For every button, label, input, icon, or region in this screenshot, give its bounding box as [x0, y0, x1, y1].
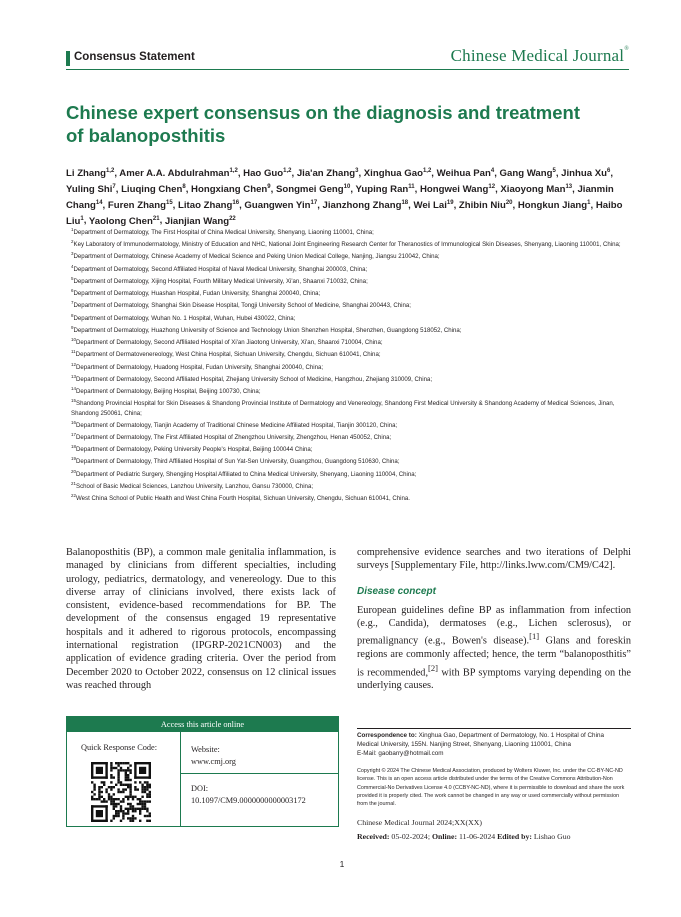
- author-name: Yaolong Chen$^{21}$: [88, 215, 160, 227]
- author-name: Jianjian Wang$^{22}$: [164, 215, 236, 227]
- author-name: Hongxiang Chen$^9$: [191, 183, 271, 195]
- author-affiliation-ref: 22: [229, 215, 236, 222]
- author-affiliation-ref: 17: [310, 199, 318, 206]
- affiliation-item: $^{10}$Department of Dermatology, Second Affiliated Hospital of Xi'an Jiaotong University, Xi'an, Shaanxi 710004, China;: [71, 337, 383, 347]
- author-list: Li Zhang$^{1,2}$, Amer A.A. Abdulrahman$^{1,2}$, Hao Guo$^{1,2}$, Jia'an Zhang$^3$, Xinghua Gao$^{1,2}$, Weihua Pan$^4$, Gang Wang$^5$, Jinhua Xu$^6$, Yuling Shi$^7$, Liuqing Chen$^8$, Hongxiang Chen$^9$, Songmei Geng$^{10}$, Yuping Ran$^{11}$, Hongwei Wang$^{12}$, Xiaoyong Man$^{13}$, Jianmin Chang$^{14}$, Furen Zhang$^{15}$, Litao Zhang$^{16}$, Guangwen Yin$^{17}$, Jianzhong Zhang$^{18}$, Wei Lai$^{19}$, Zhibin Niu$^{20}$, Hongkun Jiang$^1$, Haibo Liu$^1$, Yaolong Chen$^{21}$, Jianjian Wang$^{22}$: [66, 168, 623, 227]
- author-affiliation-ref: 11: [408, 183, 415, 190]
- author-affiliation-ref: 12: [488, 183, 496, 190]
- author-affiliation-ref: 15: [165, 199, 173, 206]
- author-affiliation-ref: 1: [80, 215, 84, 222]
- section-heading-disease-concept: Disease concept: [357, 585, 436, 597]
- author-affiliation-ref: 5: [552, 168, 556, 174]
- reference-link-1[interactable]: [1]: [529, 631, 540, 642]
- doi-link[interactable]: 10.1097/CM9.0000000000003172: [191, 796, 306, 805]
- author-name: Amer A.A. Abdulrahman$^{1,2}$: [119, 168, 238, 180]
- author-name: Litao Zhang$^{16}$: [178, 199, 240, 211]
- affiliation-item: $^9$Department of Dermatology, Huazhong University of Science and Technology Union Shenzhen Hospital, Shenzhen, Guangdong 518052, China;: [71, 324, 462, 334]
- correspondence-block: [357, 731, 627, 758]
- author-name: Hongkun Jiang$^1$: [517, 199, 591, 211]
- journal-mark: ®: [624, 46, 629, 52]
- author-name: Weihua Pan$^4$: [436, 168, 495, 180]
- affiliation-item: $^2$Key Laboratory of Immunodermatology, Ministry of Education and NHC, National Joint Engineering Research Center for Theranostics of Immunological Skin Diseases, Shenyang, Liaoning 110001, China;: [71, 239, 621, 249]
- author-name: Yuling Shi$^7$: [66, 183, 116, 195]
- author-name: Jianzhong Zhang$^{18}$: [322, 199, 409, 211]
- author-affiliation-ref: 20: [505, 199, 513, 206]
- author-affiliation-ref: 1,2: [229, 168, 238, 174]
- author-affiliation-ref: 1,2: [105, 168, 115, 174]
- affiliation-item: $^{13}$Department of Dermatology, Second Affiliated Hospital, Zhejiang University School of Medicine, Hangzhou, Zhejiang 310009, China;: [71, 373, 433, 383]
- author-affiliation-ref: 1,2: [422, 168, 432, 174]
- author-affiliation-ref: 21: [152, 215, 160, 222]
- affiliation-item: $^{15}$Shandong Provincial Hospital for Skin Diseases & Shandong Provincial Institute of Dermatology and Venereology, Shandong First Medical University & Shandong Academy of Medical Sciences, Jinan, Shandong 250061, China;: [71, 398, 615, 417]
- author-name: Wei Lai$^{19}$: [413, 199, 454, 211]
- journal-name: Chinese Medical Journal: [450, 46, 625, 65]
- author-affiliation-ref: 9: [267, 183, 271, 190]
- doi-label: DOI:: [191, 784, 209, 793]
- author-name: Jianmin Chang$^{14}$: [66, 183, 614, 211]
- qr-panel: [67, 732, 181, 827]
- author-name: Guangwen Yin$^{17}$: [244, 199, 318, 211]
- disease-concept-paragraph: European guidelines define BP as inflammation from infection (e.g., Candida), dermatoses (e.g., Lichen sclerosus), or premalignancy (e.g., Bowen's disease).[1] Glans and foreskin regions are commonly affected; hence, the term “balanoposthitis” is recommended,[2] with BP symptoms varying depending on the underlying causes.: [357, 604, 631, 692]
- author-affiliation-ref: 16: [232, 199, 240, 206]
- affiliation-item: $^{19}$Department of Dermatology, Third Affiliated Hospital of Sun Yat-Sen University, Guangzhou, Guangdong 510630, China;: [71, 456, 400, 466]
- author-affiliation-ref: 4: [490, 168, 495, 174]
- author-name: Jia'an Zhang$^3$: [296, 168, 359, 180]
- author-affiliation-ref: 8: [182, 183, 186, 190]
- author-name: Gang Wang$^5$: [499, 168, 556, 180]
- access-box-divider: [181, 773, 338, 774]
- article-type-label: Consensus Statement: [74, 51, 195, 63]
- reference-link-2[interactable]: [2]: [428, 662, 439, 673]
- website-label: Website:: [191, 745, 220, 754]
- article-dates: Received: 05-02-2024; Online: 11-06-2024 Edited by: Lishao Guo: [357, 832, 571, 841]
- affiliation-item: $^8$Department of Dermatology, Wuhan No. 1 Hospital, Wuhan, Hubei 430022, China;: [71, 312, 296, 322]
- affiliation-item: $^{21}$School of Basic Medical Sciences, Lanzhou University, Lanzhou, Gansu 730000, China;: [71, 480, 314, 490]
- affiliation-item: $^{14}$Department of Dermatology, Beijing Hospital, Beijing 100730, China;: [71, 386, 261, 396]
- body-column-right: [357, 546, 631, 693]
- author-name: Liuqing Chen$^8$: [121, 183, 186, 195]
- affiliation-item: $^6$Department of Dermatology, Huashan Hospital, Fudan University, Shanghai 200040, China;: [71, 288, 321, 298]
- author-affiliation-ref: 10: [343, 183, 351, 190]
- affiliation-item: $^4$Department of Dermatology, Second Affiliated Hospital of Naval Medical University, Shanghai 200003, China;: [71, 263, 368, 273]
- section-color-bar: [66, 51, 70, 66]
- author-name: Hao Guo$^{1,2}$: [243, 168, 292, 180]
- website-link[interactable]: www.cmj.org: [191, 757, 236, 766]
- author-affiliation-ref: 3: [355, 168, 359, 174]
- journal-citation: Chinese Medical Journal 2024;XX(XX): [357, 818, 482, 827]
- author-name: Haibo Liu$^1$: [66, 199, 623, 227]
- author-affiliation-ref: 6: [607, 168, 611, 174]
- affiliation-item: $^3$Department of Dermatology, Chinese Academy of Medical Science and Peking Union Medical College, Nanjing, Jiangsu 210042, China;: [71, 251, 440, 261]
- author-affiliation-ref: 13: [565, 183, 573, 190]
- author-affiliation-ref: 7: [112, 183, 116, 190]
- author-name: Zhibin Niu$^{20}$: [458, 199, 513, 211]
- author-name: Songmei Geng$^{10}$: [275, 183, 351, 195]
- affiliation-item: $^{12}$Department of Dermatology, Huadong Hospital, Fudan University, Shanghai 200040, China;: [71, 361, 324, 371]
- author-name: Xiaoyong Man$^{13}$: [500, 183, 573, 195]
- body-column-left: [66, 546, 336, 692]
- affiliation-item: $^{18}$Department of Dermatology, Peking University People's Hospital, Beijing 100044 China;: [71, 444, 313, 454]
- page-number: 1: [339, 859, 345, 869]
- qr-label: Quick Response Code:: [81, 743, 158, 752]
- intro-paragraph-part2: comprehensive evidence searches and two iterations of Delphi surveys [Supplementary File, http://links.lww.com/CM9/C42].: [357, 547, 631, 572]
- affiliation-item: $^{16}$Department of Dermatology, Tianjin Academy of Traditional Chinese Medicine Affiliated Hospital, Tianjin 300120, China;: [71, 419, 398, 429]
- author-name: Jinhua Xu$^6$: [561, 168, 611, 180]
- author-affiliation-ref: 1: [587, 199, 591, 206]
- author-name: Hongwei Wang$^{12}$: [419, 183, 496, 195]
- author-affiliation-ref: 19: [446, 199, 454, 206]
- correspondence-email[interactable]: E-Mail: gaobarry@hotmail.com: [357, 750, 444, 757]
- author-affiliation-ref: 18: [401, 199, 409, 206]
- author-name: Yuping Ran$^{11}$: [355, 183, 415, 195]
- affiliation-item: $^7$Department of Dermatology, Shanghai Skin Disease Hospital, Tongji University School of Medicine, Shanghai 200443, China;: [71, 300, 412, 310]
- affiliation-item: $^{20}$Department of Pediatric Surgery, Shengjing Hospital Affiliated to China Medical University, Shenyang, Liaoning 110004, China;: [71, 468, 417, 478]
- correspondence-text: Xinghua Gao, Department of Dermatology, No. 1 Hospital of China Medical University, 155N. Nanjing Street, Shenyang, Liaoning 110001, China: [357, 732, 604, 748]
- header-rule: [66, 69, 629, 70]
- affiliation-item: $^5$Department of Dermatology, Xijing Hospital, Fourth Military Medical University, Xi'an, Shaanxi 710032, China;: [71, 275, 368, 285]
- affiliation-item: $^{17}$Department of Dermatology, The First Affiliated Hospital of Zhengzhou University, Zhengzhou, Henan 450052, China;: [71, 431, 392, 441]
- author-name: Li Zhang$^{1,2}$: [66, 168, 115, 180]
- affiliation-item: $^{22}$West China School of Public Health and West China Fourth Hospital, Sichuan University, Chengdu, Sichuan 610041, China.: [71, 493, 411, 503]
- intro-paragraph-part1: Balanoposthitis (BP), a common male genitalia inflammation, is managed by clinicians from different specialties, including urology, pediatrics, dermatology, and venereology. Due to this diverse array of clinicians involved, there exists lack of consistent, evidence-based recommendations for BP. The development of the consensus engaged 19 representative hospitals and it adhered to rigorous protocols, encompassing international registration (IPGRP-2021CN003) and the application of evidence grading criteria. Over the period from December 2020 to October 2022, consensus on 12 clinical issues was reached through: [66, 547, 336, 691]
- author-name: Furen Zhang$^{15}$: [107, 199, 173, 211]
- article-title: Chinese expert consensus on the diagnosis and treatment of balanoposthitis: [66, 102, 581, 146]
- author-name: Xinghua Gao$^{1,2}$: [363, 168, 432, 180]
- access-article-box: [66, 716, 339, 827]
- qr-code-icon[interactable]: [91, 762, 151, 822]
- author-affiliation-ref: 1,2: [283, 168, 292, 174]
- affiliation-list: [66, 225, 632, 503]
- affiliation-item: $^{11}$Department of Dermatovenereology, West China Hospital, Sichuan University, Chengdu, Sichuan 610041, China;: [71, 349, 381, 359]
- journal-logo: [451, 46, 629, 66]
- correspondence-rule: [357, 728, 631, 729]
- affiliation-item: $^1$Department of Dermatology, The First Hospital of China Medical University, Shenyang, Liaoning 110001, China;: [71, 227, 374, 237]
- copyright-notice: Copyright © 2024 The Chinese Medical Association, produced by Wolters Kluwer, Inc. under the CC-BY-NC-ND license. This is an open access article distributed under the terms of the Creative Commons Attribution-Non Commercial-No Derivatives License 4.0 (CCBY-NC-ND), where it is permissible to download and share the work provided it is properly cited. The work cannot be changed in any way or used commercially without permission from the journal.: [357, 768, 625, 808]
- access-box-header: Access this article online: [67, 717, 338, 732]
- author-affiliation-ref: 14: [95, 199, 103, 206]
- correspondence-label: Correspondence to:: [357, 732, 417, 739]
